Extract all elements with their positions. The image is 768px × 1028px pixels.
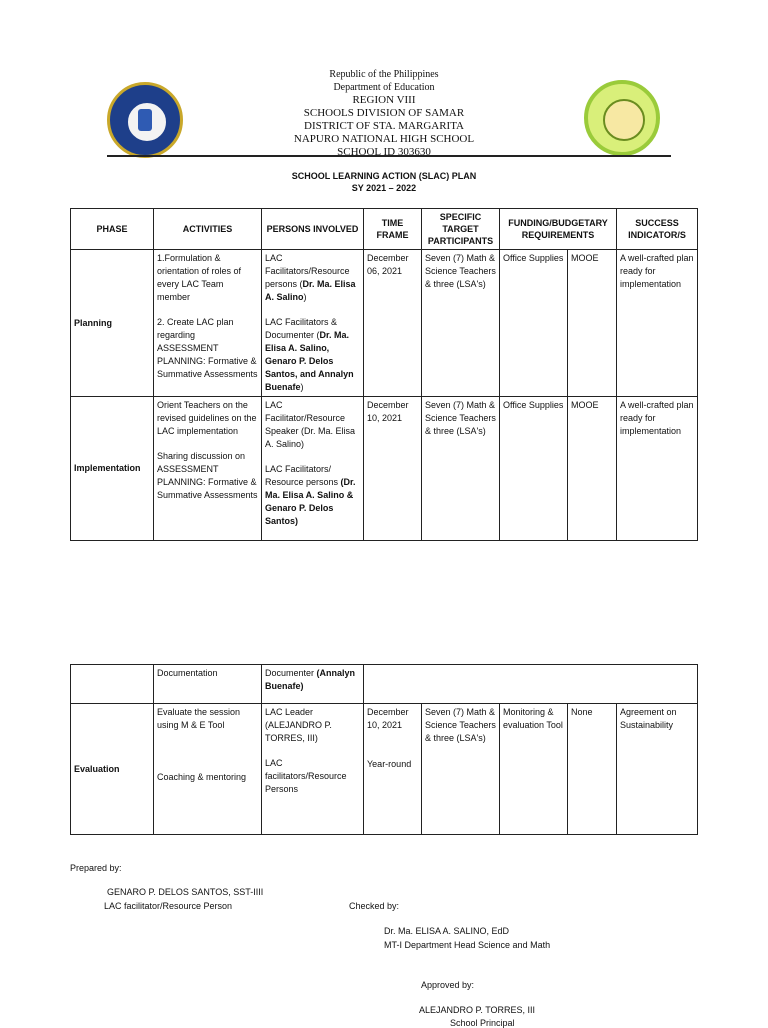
table-row-documentation bbox=[71, 665, 698, 704]
header-line-3: REGION VIII bbox=[352, 94, 416, 106]
planning-indicator: A well-crafted plan ready for implementation bbox=[617, 250, 698, 397]
implementation-persons-1: LAC Facilitator/Resource Speaker (Dr. Ma. Elisa A. Salino) bbox=[265, 400, 356, 449]
evaluation-funding-fund: None bbox=[568, 704, 617, 835]
planning-persons bbox=[262, 250, 364, 397]
evaluation-persons-2: LAC facilitators/Resource Persons bbox=[265, 758, 347, 794]
table-row-planning bbox=[71, 250, 698, 397]
plan-title: SCHOOL LEARNING ACTION (SLAC) PLAN bbox=[291, 171, 477, 181]
checked-by-role: MT-I Department Head Science and Math bbox=[384, 940, 551, 950]
implementation-funding-fund: MOOE bbox=[568, 397, 617, 541]
documentation-activity: Documentation bbox=[154, 665, 262, 704]
header-line-2: Department of Education bbox=[333, 82, 435, 93]
table-row-implementation bbox=[71, 397, 698, 541]
implementation-persons bbox=[262, 397, 364, 541]
planning-funding-source: Office Supplies bbox=[500, 250, 568, 397]
implementation-participants: Seven (7) Math & Science Teachers & three (LSA's) bbox=[422, 397, 500, 541]
slac-plan-table-continued bbox=[70, 664, 698, 835]
approved-by-label: Approved by: bbox=[421, 980, 475, 990]
evaluation-funding-source: Monitoring & evaluation Tool bbox=[500, 704, 568, 835]
header-line-7: SCHOOL ID 303630 bbox=[337, 146, 431, 158]
planning-activity-2: 2. Create LAC plan regarding ASSESSMENT PLANNING: Formative & Summative Assessments bbox=[157, 317, 258, 379]
evaluation-time-1: December 10, 2021 bbox=[367, 707, 409, 730]
prepared-by-role: LAC facilitator/Resource Person bbox=[104, 901, 233, 911]
documentation-persons: Documenter (Annalyn Buenafe) bbox=[262, 665, 364, 704]
header-line-4: SCHOOLS DIVISION OF SAMAR bbox=[303, 107, 465, 119]
header-phase: PHASE bbox=[71, 209, 154, 250]
table-row-evaluation bbox=[71, 704, 698, 835]
implementation-time-frame: December 10, 2021 bbox=[364, 397, 422, 541]
phase-evaluation: Evaluation bbox=[71, 704, 154, 835]
evaluation-persons bbox=[262, 704, 364, 835]
evaluation-persons-1: LAC Leader (ALEJANDRO P. TORRES, III) bbox=[265, 707, 332, 743]
header-funding: FUNDING/BUDGETARY REQUIREMENTS bbox=[500, 209, 617, 250]
slac-plan-table bbox=[70, 208, 698, 541]
planning-persons-2: LAC Facilitators & Documenter (Dr. Ma. Elisa A. Salino, Genaro P. Delos Santos, and Annalyn Buenafe) bbox=[265, 317, 354, 392]
header-target-participants: SPECIFIC TARGET PARTICIPANTS bbox=[422, 209, 500, 250]
approved-by-role: School Principal bbox=[450, 1018, 515, 1028]
evaluation-indicator: Agreement on Sustainability bbox=[617, 704, 698, 835]
evaluation-participants: Seven (7) Math & Science Teachers & three (LSA's) bbox=[422, 704, 500, 835]
phase-implementation: Implementation bbox=[71, 397, 154, 541]
table-header-row bbox=[71, 209, 698, 250]
evaluation-activity-2: Coaching & mentoring bbox=[157, 772, 247, 782]
implementation-activity-1: Orient Teachers on the revised guidelines on the LAC implementation bbox=[157, 400, 257, 436]
implementation-activity-2: Sharing discussion on ASSESSMENT PLANNING: Formative & Summative Assessments bbox=[157, 451, 258, 500]
header-line-6: NAPURO NATIONAL HIGH SCHOOL bbox=[293, 133, 475, 145]
approved-by-name: ALEJANDRO P. TORRES, III bbox=[419, 1005, 536, 1015]
implementation-activities bbox=[154, 397, 262, 541]
implementation-indicator: A well-crafted plan ready for implementation bbox=[617, 397, 698, 541]
evaluation-activity-1: Evaluate the session using M & E Tool bbox=[157, 707, 241, 730]
header-time-frame: TIME FRAME bbox=[364, 209, 422, 250]
planning-activities bbox=[154, 250, 262, 397]
planning-funding-fund: MOOE bbox=[568, 250, 617, 397]
planning-activity-1: 1.Formulation & orientation of roles of every LAC Team member bbox=[157, 253, 242, 302]
checked-by-name: Dr. Ma. ELISA A. SALINO, EdD bbox=[384, 926, 510, 936]
header-divider bbox=[107, 155, 671, 157]
planning-persons-1: LAC Facilitators/Resource persons (Dr. Ma. Elisa A. Salino) bbox=[265, 253, 356, 302]
header-line-1: Republic of the Philippines bbox=[329, 69, 439, 80]
phase-planning: Planning bbox=[71, 250, 154, 397]
implementation-persons-2: LAC Facilitators/ Resource persons (Dr. Ma. Elisa A. Salino & Genaro P. Delos Santos) bbox=[265, 464, 356, 526]
implementation-funding-source: Office Supplies bbox=[500, 397, 568, 541]
evaluation-time-frame bbox=[364, 704, 422, 835]
header-line-5: DISTRICT OF STA. MARGARITA bbox=[304, 120, 464, 132]
header-persons-involved: PERSONS INVOLVED bbox=[262, 209, 364, 250]
header-activities: ACTIVITIES bbox=[154, 209, 262, 250]
checked-by-label: Checked by: bbox=[349, 901, 400, 911]
evaluation-activities bbox=[154, 704, 262, 835]
prepared-by-label: Prepared by: bbox=[70, 863, 122, 873]
prepared-by-name: GENARO P. DELOS SANTOS, SST-IIII bbox=[107, 887, 264, 897]
header-success-indicator: SUCCESS INDICATOR/S bbox=[617, 209, 698, 250]
evaluation-time-2: Year-round bbox=[367, 759, 412, 769]
letterhead bbox=[0, 68, 768, 159]
planning-time-frame: December 06, 2021 bbox=[364, 250, 422, 397]
planning-participants: Seven (7) Math & Science Teachers & three (LSA's) bbox=[422, 250, 500, 397]
plan-school-year: SY 2021 – 2022 bbox=[351, 183, 417, 193]
